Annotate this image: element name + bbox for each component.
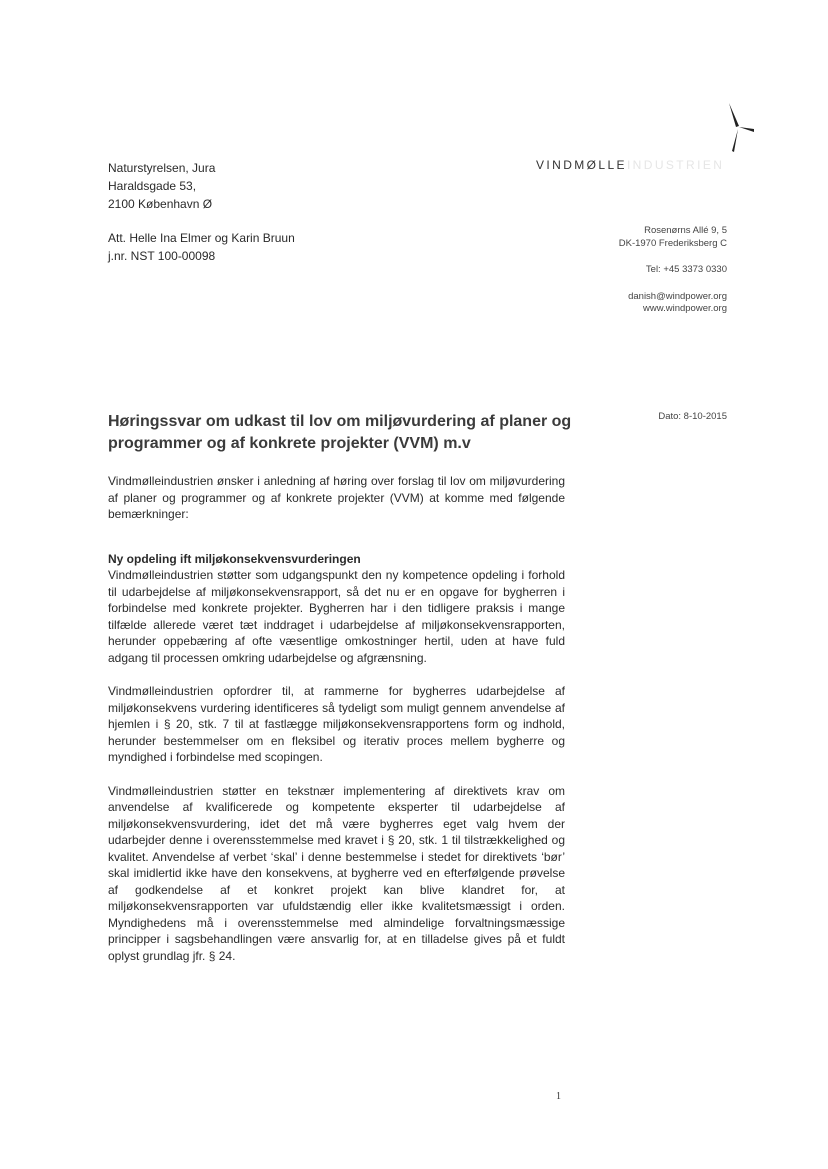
sender-address-2: DK-1970 Frederiksberg C bbox=[618, 237, 727, 249]
intro-paragraph: Vindmølleindustrien ønsker i anledning af høring over forslag til lov om miljøvurdering af planer og programmer og af konkrete projekter (VVM) at komme med følgende bemærkninger: bbox=[108, 474, 565, 521]
sender-address-1: Rosenørns Allé 9, 5 bbox=[644, 225, 727, 236]
attention-block bbox=[108, 229, 295, 265]
wordmark-text: VINDMØLLE bbox=[536, 158, 627, 172]
windmill-logo-icon bbox=[722, 100, 758, 156]
attention-line: Att. Helle Ina Elmer og Karin Bruun bbox=[108, 231, 295, 245]
sender-website: www.windpower.org bbox=[643, 303, 727, 314]
wordmark-faint-text: INDUSTRIEN bbox=[626, 158, 725, 172]
body-paragraph-1: Vindmølleindustrien støtter som udgangspunkt den ny kompetence opdeling i forhold til udarbejdelse af miljøkonsekvensrapport, så det nu er en opgave for bygherren i forbindelse med konkrete projekter. Bygherren har i den tidligere praksis i mange tilfælde allerede været tæt inddraget i udarbejdelse af miljøkonsekvensrapporten, herunder oppebæring af ofte væsentlige omkostninger hertil, uden at have fuld adgang til processen omkring udarbejdelse og afgrænsning. bbox=[108, 568, 565, 665]
document-title: Høringssvar om udkast til lov om miljøvurdering af planer og programmer og af konkrete projekter (VVM) m.v bbox=[108, 413, 572, 452]
recipient-name: Naturstyrelsen, Jura bbox=[108, 161, 216, 175]
letter-date: Dato: 8-10-2015 bbox=[658, 411, 727, 422]
sender-email: danish@windpower.org bbox=[628, 290, 727, 302]
page-number: 1 bbox=[556, 1091, 561, 1102]
body-paragraph-2: Vindmølleindustrien opfordrer til, at rammerne for bygherres udarbejdelse af miljøkonsekvens vurdering identificeres så tydeligt som muligt gennem anvendelse af hjemlen i § 20, stk. 7 til at fastlægge miljøkonsekvensrapportens form og indhold, herunder bestemmelser om en fleksibel og iterativ proces mellem bygherre og myndighed i forbindelse med scopingen. bbox=[108, 684, 565, 764]
recipient-address bbox=[108, 159, 215, 213]
recipient-street: Haraldsgade 53, bbox=[108, 179, 197, 193]
sender-contact bbox=[619, 225, 727, 316]
sender-phone: Tel: +45 3373 0330 bbox=[645, 264, 727, 275]
letter-body bbox=[108, 473, 565, 981]
section-heading: Ny opdeling ift miljøkonsekvensvurderingen bbox=[108, 551, 361, 566]
journal-number: j.nr. NST 100-00098 bbox=[108, 249, 216, 263]
body-paragraph-3: Vindmølleindustrien støtter en tekstnær implementering af direktivets krav om anvendelse af kvalificerede og kompetente eksperter til udarbejdelse af miljøkonsekvensvurdering, idet det må være bygherres eget valg hvem der udarbejder denne i overensstemmelse med kravet i § 20, stk. 1 til tilstrækkelighed og kvalitet. Anvendelse af verbet ‘skal’ i denne bestemmelse i stedet for direktivets ‘bør’ skal imidlertid ikke have den konsekvens, at bygherre ved en efterfølgende prøvelse af godkendelse af et konkret projekt kan blive klandret for, at miljøkonsekvensrapporten var ufuldstændig eller ikke kvalitetsmæssigt i orden. Myndighedens må i overensstemmelse med almindelige forvaltningsmæssige principper i sagsbehandlingen være ansvarlig for, at en tilladelse gives på et fuldt oplyst grundlag jfr. § 24. bbox=[108, 783, 565, 963]
recipient-city: 2100 København Ø bbox=[108, 197, 213, 211]
company-wordmark bbox=[536, 158, 724, 172]
